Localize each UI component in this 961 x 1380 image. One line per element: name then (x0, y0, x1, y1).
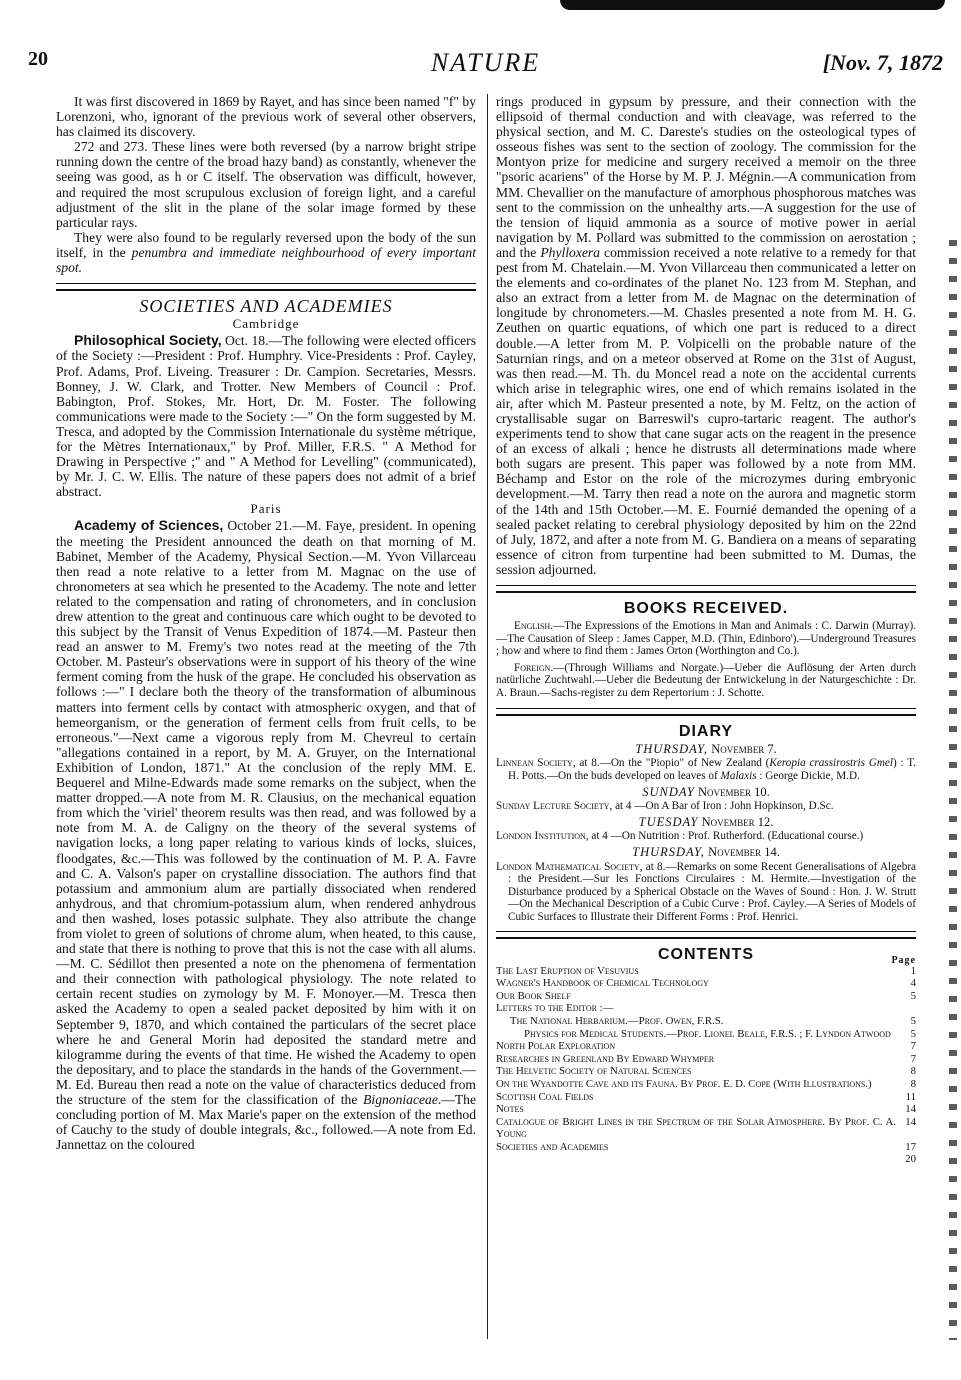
contents-list (496, 965, 916, 1167)
contents-item[interactable] (496, 977, 916, 990)
contents-item-title: The National Herbarium.—Prof. Owen, F.R.S. (510, 1014, 724, 1027)
paris-heading: Paris (250, 501, 282, 517)
contents-item-title: On the Wyandotte Cave and its Fauna. By Prof. E. D. Cope (With Illustrations.) (496, 1077, 872, 1090)
paris-italic: Bignoniaceae (363, 1092, 438, 1107)
contents-item-page: 1 (910, 964, 916, 977)
contents-item-page: 14 (905, 1115, 916, 1128)
books-foreign-lead: Foreign. (514, 661, 554, 674)
contents-title: CONTENTS (658, 946, 754, 964)
contents-item-title: Physics for Medical Students.—Prof. Lionel Beale, F.R.S. ; F. Lyndon Atwood (524, 1027, 891, 1040)
contents-item[interactable] (496, 1141, 916, 1154)
contents-item[interactable] (496, 1065, 916, 1078)
contents-item-title: North Polar Exploration (496, 1040, 616, 1053)
diary-entry: London Institution, at 4 —On Nutrition : Prof. Rutherford. (Educational course.) (496, 830, 864, 843)
contents-item-page: 5 (910, 1027, 916, 1040)
diary-day-heading: SUNDAY November 10. (642, 784, 770, 799)
contents-item-title: Societies and Academies (496, 1140, 609, 1153)
contents-item-page: 7 (910, 1052, 916, 1065)
diary-entry: Linnean Society, at 8.—On the "Piopio" of New Zealand (Keropia crassirostris Gmel) : T. H. Potts.—On the buds developed on leaves of Malaxis : George Dickie, M.D. (496, 757, 916, 782)
journal-title: NATURE (430, 48, 541, 77)
diary-entry: London Mathematical Society, at 8.—Remarks on some Recent Generalisations of Algebra : the President.—Sur les Fonctions Circulaires : M. Hermite.—Investigation of the Disturbance produced by a Spherical Obstacle on the Waves of Sound : Hon. J. W. Strutt —On the Mechanical Description of a Cubic Curve : Prof. Cayley.—A Series of Models of Cubic Surfaces to Illustrate their Different Forms : Prof. Henrici. (496, 860, 917, 923)
contents-item-title: Wagner's Handbook of Chemical Technology (496, 977, 709, 990)
books-rule (496, 585, 916, 593)
diary-day-heading: TUESDAY November 12. (638, 814, 774, 829)
contents-item-page: 14 (905, 1103, 916, 1116)
cambridge-heading: Cambridge (232, 316, 300, 332)
contents-item-title: Letters to the Editor :— (496, 1002, 614, 1015)
intro-paragraph-3-italic: penumbra and immediate neighbourhood of every important spot. (56, 244, 476, 276)
diary-title: DIARY (678, 722, 734, 740)
section-title: SOCIETIES AND ACADEMIES (139, 296, 393, 317)
diary-day-heading: THURSDAY, November 7. (635, 741, 777, 756)
contents-item-title: Notes (496, 1103, 524, 1116)
section-rule (56, 283, 476, 291)
contents-item-title: Scottish Coal Fields (496, 1090, 594, 1103)
books-foreign (496, 662, 916, 700)
intro-paragraph-2: 272 and 273. These lines were both reversed (by a narrow bright stripe running down the centre of the broad hazy band) as constantly, whenever the seeing was good, as h or C itself. The observation was difficult, however, and required the most scrupulous exclusion of foreign light, and a careful adjustment of the slit in the plane of the solar image formed by these particular rays. (56, 139, 476, 230)
scan-edge-strip (560, 0, 945, 10)
contents-item-title: The Last Eruption of Vesuvius (496, 964, 639, 977)
diary-day-heading: THURSDAY, November 14. (632, 844, 780, 859)
contents-item[interactable] (496, 1078, 916, 1091)
books-english-text: —The Expressions of the Emotions in Man and Animals : C. Darwin (Murray).—The Causation of Sleep : James Capper, M.D. (Thin, Edinboro').—Underground Treasures ; how and where to find them : James Orton (Worthington and Co.). (496, 620, 916, 658)
contents-item[interactable] (496, 990, 916, 1003)
contents-item-page: 8 (910, 1077, 916, 1090)
intro-paragraph-1: It was first discovered in 1869 by Rayet, and has since been named "f" by Lorenzoni, who, ignorant of the previous work of several other observers, has claimed its discovery. (56, 94, 476, 140)
issue-date: [Nov. 7, 1872 (822, 50, 943, 75)
contents-item-page (896, 1002, 916, 1015)
contents-item[interactable] (496, 1153, 916, 1166)
contents-item[interactable] (496, 1116, 916, 1141)
continued-paragraph (496, 94, 916, 577)
contents-item-page: 7 (910, 1040, 916, 1053)
paris-text-2: .—The concluding portion of M. Max Marie's paper on the extension of the method of Cauchy to the study of double integrals, &c., followed.—A note from Ed. Jannettaz on the coloured (56, 1092, 476, 1153)
contents-item-page: 5 (910, 989, 916, 1002)
contents-item-title: Researches in Greenland By Edward Whymper (496, 1052, 715, 1065)
contents-item[interactable] (496, 965, 916, 978)
contents-item-page: 20 (905, 1153, 916, 1166)
left-column (56, 94, 476, 1152)
contents-rule (496, 931, 916, 939)
paris-text: October 21.—M. Faye, president. In opening the meeting the President announced the death on that morning of M. Babinet, Member of the Academy, Physical Section.—M. Yvon Villarceau then read a note relative to a letter from M. Magnac on the use of chronometers at sea which he presented to the Academy. The note and letter related to the compensation and rating of chronometers, and in conclusion drew attention to the great and continuous care which ought to be devoted to this subject by the Transit of Venus Expedition of 1874.—M. Pasteur then read an answer to M. Fremy's two notes read at the meeting of the 7th October. M. Pasteur's observations were in support of his theory of the wine ferment coming from the husk of the grape. He concluded his observation as follows :—" I declare both the theory of the transformation of albuminous matters into ferment cells by contact with atmospheric oxygen, and that of hemeorganism, or the generation of ferment cells from fruit cells, to be erroneous."—Next came a vigorous reply from M. Chevreul to certain "allegations contained in a report, by M. A. Gruyer, on the International Exhibition of London, 1871." At the conclusion of the reply MM. E. Bequerel and Milne-Edwards made some remarks on the subject, when the matter dropped.—A note from M. R. Clausius, on the mechanical equation from which the 'viriel' theorem results was then read, and was followed by a note from M. A. de Caligny on the theory of the several systems of navigation locks, a long paper relating to various kinds of locks, sluices, floodgates, &c.—This was followed by the continuation of M. P. A. Favre and C. A. Valson's paper on crystalline dissociation. The authors find that potassium and ammonium alum are partially dissociated when rendered anhydrous, and that chromium-potassium alum, when rendered anhydrous and then washed, loses potassic sulphate. They also attribute the change from violet to green of solutions of chrome alum, when heated, to this cause, and state that there is nothing to prove that this is not the case with all alums.—M. C. Sédillot then presented a note on the phenomena of fermentation and their connection with pathological physiology. The note related to certain recent studies on zymology by M. F. Monoyer.—M. Tresca then asked the Academy to open a sealed packet deposited by him with it on September 9, 1870, and which contained the particulars of the secret place where he and General Morin had deposited the standard metre and kilogramme during the events of that time. He wished the Academy to open the depositary, and to place the standards in the hands of the Government.—M. Ed. Bureau then read a note on the value of characteristics deduced from the structure of the stem for the classification of the (56, 518, 476, 1107)
diary-rule (496, 708, 916, 716)
contents-item-page: 8 (910, 1065, 916, 1078)
paris-paragraph (56, 518, 476, 1152)
contents-item-title (496, 1153, 896, 1166)
contents-item[interactable] (496, 1103, 916, 1116)
books-english (496, 620, 916, 658)
contents-item-page: 4 (910, 977, 916, 990)
scan-bleed-edge (949, 240, 957, 1340)
continued-italic: Phylloxera (540, 244, 600, 260)
continued-text-1: rings produced in gypsum by pressure, and their connection with the ellipsoid of thermal conduction and with cleavage, was referred to the physical section, and M. C. Dareste's studies on the osteological types of osseous fishes was sent to the section of zoology. The commission for the Montyon prize for medicine and surgery received a memoir on the three "psoric acariens" of the Horse by M. P. J. Mégnin.—A communication from MM. Chevallier on the manufacture of amorphous phosphorous matches was sent to the commission on the unhealthy arts.—A suggestion for the use of the tension of liquid ammonia as a source of motive power in aerial navigation by M. Pollard was submitted to the commission on aerostation ; and the (496, 94, 916, 260)
contents-item-page: 5 (910, 1014, 916, 1027)
paris-lead: Academy of Sciences, (74, 517, 224, 534)
diary-entry: Sunday Lecture Society, at 4 —On A Bar of Iron : John Hopkinson, D.Sc. (496, 800, 834, 813)
contents-item-page: 11 (905, 1090, 916, 1103)
page-number: 20 (28, 48, 48, 70)
contents-item-title: The Helvetic Society of Natural Sciences (496, 1065, 692, 1078)
contents-item[interactable] (496, 1053, 916, 1066)
contents-item[interactable] (496, 1002, 916, 1015)
contents-item[interactable] (496, 1015, 916, 1028)
page-header (28, 46, 943, 86)
continued-text-2: commission received a note relative to a remedy for that pest from M. Chatelain.—M. Yvon Villarceau then communicated a letter on the elements and co-ordinates of the planet No. 123 from M. Stephan, and also an extract from a letter from M. de Magnac on the determination of longitude by chronometers.—M. Chasles presented a note from M. H. G. Zeuthen on quartic equations, of which one part is reduced to a direct double.—A letter from M. P. Volpicelli on the probable nature of the Saturnian rings, and on a meteor observed at Rome on the 31st of August, was then read.—M. Th. du Moncel read a note on the accidental currents which arise in telegraphic wires, one end of which remains isolated in the air, after which M. Pasteur presented a note, by M. Feltz, on the action of crystallisable sugar on Barreswil's cupro-tartaric reagent. The author's experiments tend to show that cane sugar acts on the reagent in the presence of an excess of alkali ; hence he distrusts all determinations made where both sugars are present. This paper was followed by a note from MM. Béchamp and Estor on the role of the microzymes during embryonic development.—M. Tarry then read a note on the aurora and magnetic storm of the 14th and 15th October.—M. E. Fournié demanded the opening of a sealed packet relating to cerebral physiology deposited by him on the 22nd of July, 1872, and after a note from M. G. Bandiera on a means of separating essence of citron from turpentine had been submitted to M. Dumas, the session adjourned. (496, 244, 916, 577)
contents-item-title: Our Book Shelf (496, 989, 571, 1002)
books-received-title: BOOKS RECEIVED. (623, 600, 789, 617)
contents-item[interactable] (496, 1091, 916, 1104)
contents-item[interactable] (496, 1040, 916, 1053)
contents-heading (496, 946, 916, 967)
cambridge-paragraph (56, 333, 476, 499)
intro-paragraph-3-text: They were also found to be regularly reversed upon the body of the sun itself, in the (56, 229, 476, 260)
books-english-lead: English. (514, 620, 553, 633)
contents-item-title: Catalogue of Bright Lines in the Spectrum of the Solar Atmosphere. By Prof. C. A. Young (496, 1115, 896, 1141)
cambridge-text: Oct. 18.—The following were elected officers of the Society :—President : Prof. Humphry. Vice-Presidents : Prof. Cayley, Prof. Adams, Prof. Liveing. Treasurer : Dr. Campion. Secretaries, Messrs. Bonney, J. W. Clark, and Trotter. New Members of Council : Prof. Babington, Prof. Stokes, Mr. Hort, Dr. M. Foster. The following communications were made to the Society :—" On the form suggested by M. Tresca, and adopted by the Commission Internationale du système métrique, for the Mètres Internationaux," by Prof. Miller, F.R.S. " A Method for Drawing in Perspective ;" and " A Method for Levelling" (communicated), by Mr. J. C. W. Ellis. The nature of these papers does not admit of a brief abstract. (56, 333, 476, 500)
cambridge-lead: Philosophical Society, (74, 332, 222, 349)
right-column (496, 94, 916, 1166)
books-foreign-text: —(Through Williams and Norgate.)—Ueber die Auflösung der Arten durch natürliche Zuchtwahl.—Ueber die Bedeutung der Entwickelung in der Naturgeschichte : Dr. A. Braun.—Sachs-register zu dem Repertorium : J. Schotte. (496, 661, 916, 700)
contents-item[interactable] (496, 1028, 916, 1041)
contents-item-page: 17 (905, 1140, 916, 1153)
column-divider (487, 94, 488, 1339)
intro-paragraph-3 (56, 230, 476, 275)
books-received-section (496, 620, 916, 700)
contents-page-label: Page (891, 955, 916, 967)
diary-section (496, 743, 916, 924)
